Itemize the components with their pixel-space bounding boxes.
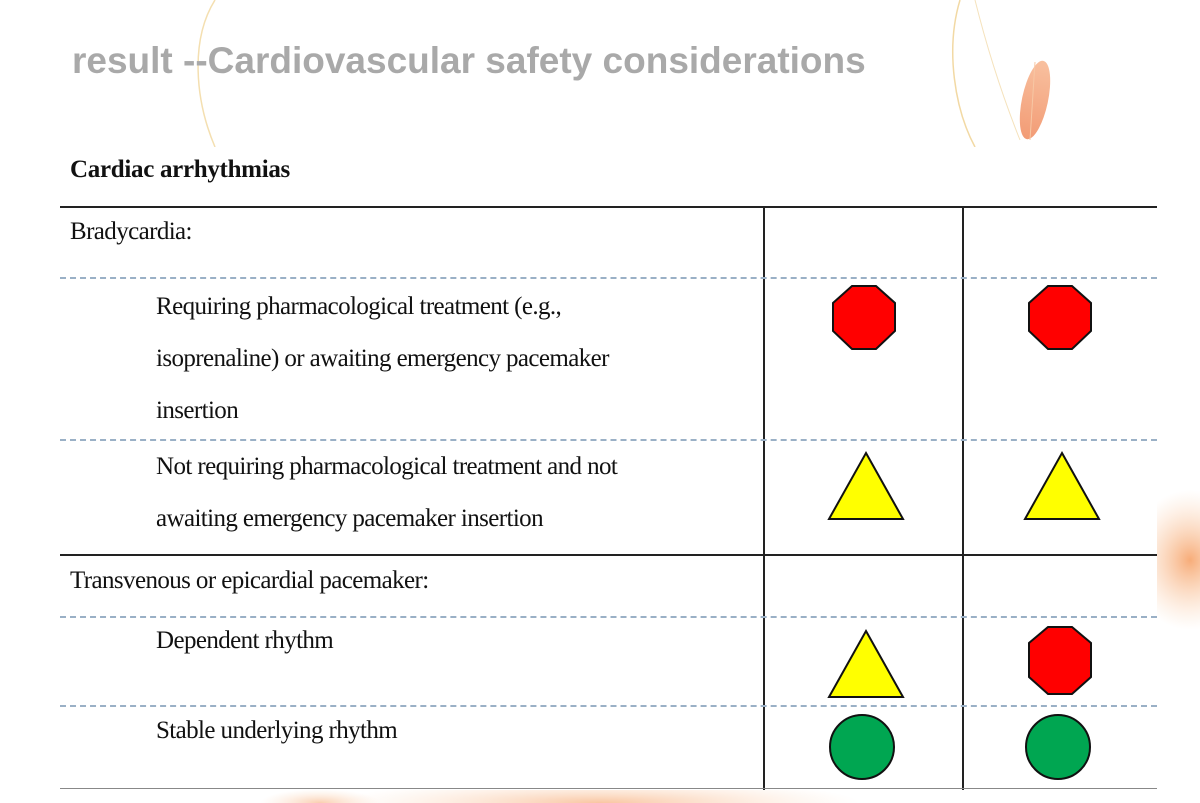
section-divider	[60, 554, 1157, 556]
safety-table	[60, 147, 1157, 790]
warning-triangle-icon	[1022, 447, 1102, 527]
row-line: insertion	[156, 397, 239, 424]
warning-triangle-icon	[826, 447, 906, 527]
green-circle-icon	[1018, 709, 1098, 789]
slide-title: result --Cardiovascular safety considerations	[72, 40, 866, 81]
row-text	[156, 615, 333, 667]
section-label-pacemaker: Transvenous or epicardial pacemaker:	[70, 567, 429, 594]
column-divider-2	[962, 207, 964, 790]
warning-triangle-icon	[826, 625, 906, 705]
stop-octagon-icon	[1020, 281, 1100, 361]
row-line: Stable underlying rhythm	[156, 717, 398, 744]
header-divider	[60, 206, 1157, 208]
row-line: Dependent rhythm	[156, 627, 334, 654]
table-header: Cardiac arrhythmias	[70, 156, 290, 183]
row-line: isoprenaline) or awaiting emergency pacemaker	[156, 345, 609, 372]
row-text	[156, 281, 609, 437]
row-text	[156, 441, 617, 545]
stop-octagon-icon	[824, 281, 904, 361]
section-label-bradycardia: Bradycardia:	[70, 218, 192, 245]
row-line: Requiring pharmacological treatment (e.g.,	[156, 293, 562, 320]
row-text	[156, 705, 397, 757]
row-line: Not requiring pharmacological treatment and not	[156, 453, 618, 480]
row-line: awaiting emergency pacemaker insertion	[156, 505, 543, 532]
row-divider	[60, 277, 1157, 279]
green-circle-icon	[822, 709, 902, 789]
column-divider-1	[763, 207, 765, 790]
stop-octagon-icon	[1020, 625, 1100, 705]
table-bottom-border	[60, 788, 1157, 789]
